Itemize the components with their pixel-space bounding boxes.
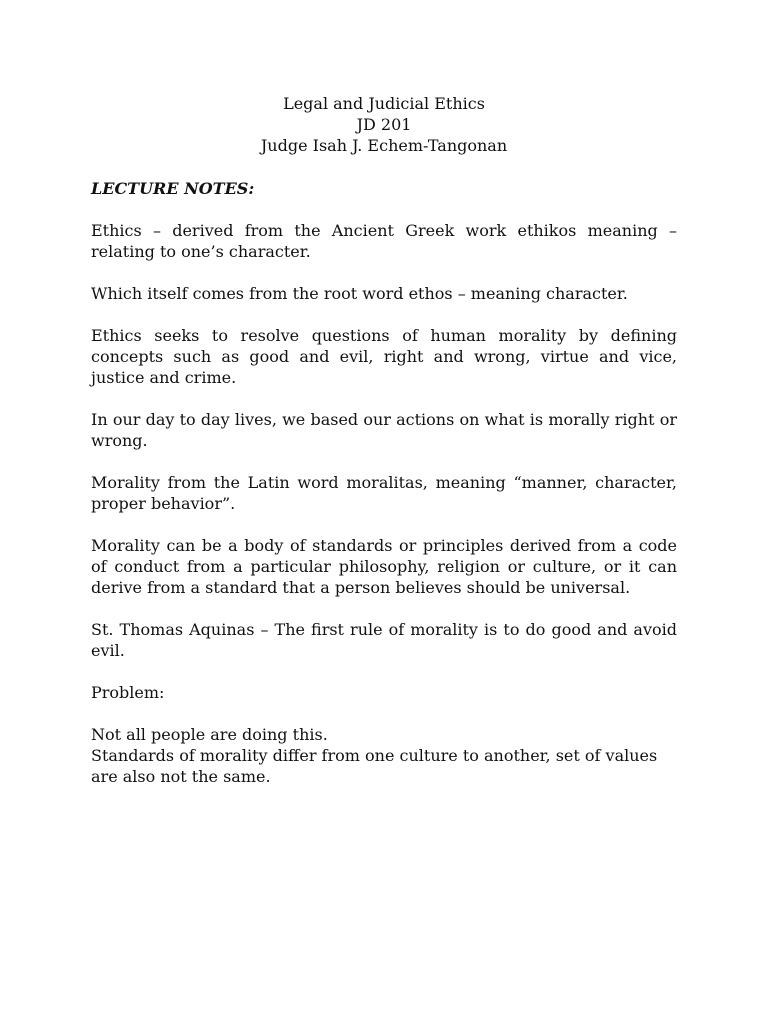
- paragraph-ethics-purpose: Ethics seeks to resolve questions of human morality by defining concepts such as good and evil, right and wrong, virtue and vice, justice and crime.: [91, 326, 677, 387]
- paragraph-aquinas: St. Thomas Aquinas – The first rule of morality is to do good and avoid evil.: [91, 620, 677, 660]
- lecture-content: [91, 178, 677, 808]
- problem-line-1: Not all people are doing this.: [91, 725, 328, 744]
- document-header: [0, 93, 768, 156]
- paragraph-daily-actions: In our day to day lives, we based our actions on what is morally right or wrong.: [91, 410, 677, 450]
- problem-line-2: Standards of morality differ from one culture to another, set of values are also not the same.: [91, 746, 658, 786]
- instructor-name: Judge Isah J. Echem-Tangonan: [260, 136, 508, 155]
- paragraph-ethics-definition: Ethics – derived from the Ancient Greek work ethikos meaning – relating to one’s character.: [91, 221, 677, 261]
- paragraph-problem-label: Problem:: [91, 683, 165, 702]
- paragraph-ethos: Which itself comes from the root word ethos – meaning character.: [91, 284, 628, 303]
- paragraph-morality-definition: Morality from the Latin word moralitas, meaning “manner, character, proper behavior”.: [91, 473, 677, 513]
- paragraph-morality-standards: Morality can be a body of standards or principles derived from a code of conduct from a particular philosophy, religion or culture, or it can derive from a standard that a person believes should be universal.: [91, 536, 677, 597]
- section-label: LECTURE NOTES:: [91, 179, 255, 198]
- problem-details: [91, 724, 677, 787]
- course-code: JD 201: [356, 115, 412, 134]
- document-title: Legal and Judicial Ethics: [283, 94, 485, 113]
